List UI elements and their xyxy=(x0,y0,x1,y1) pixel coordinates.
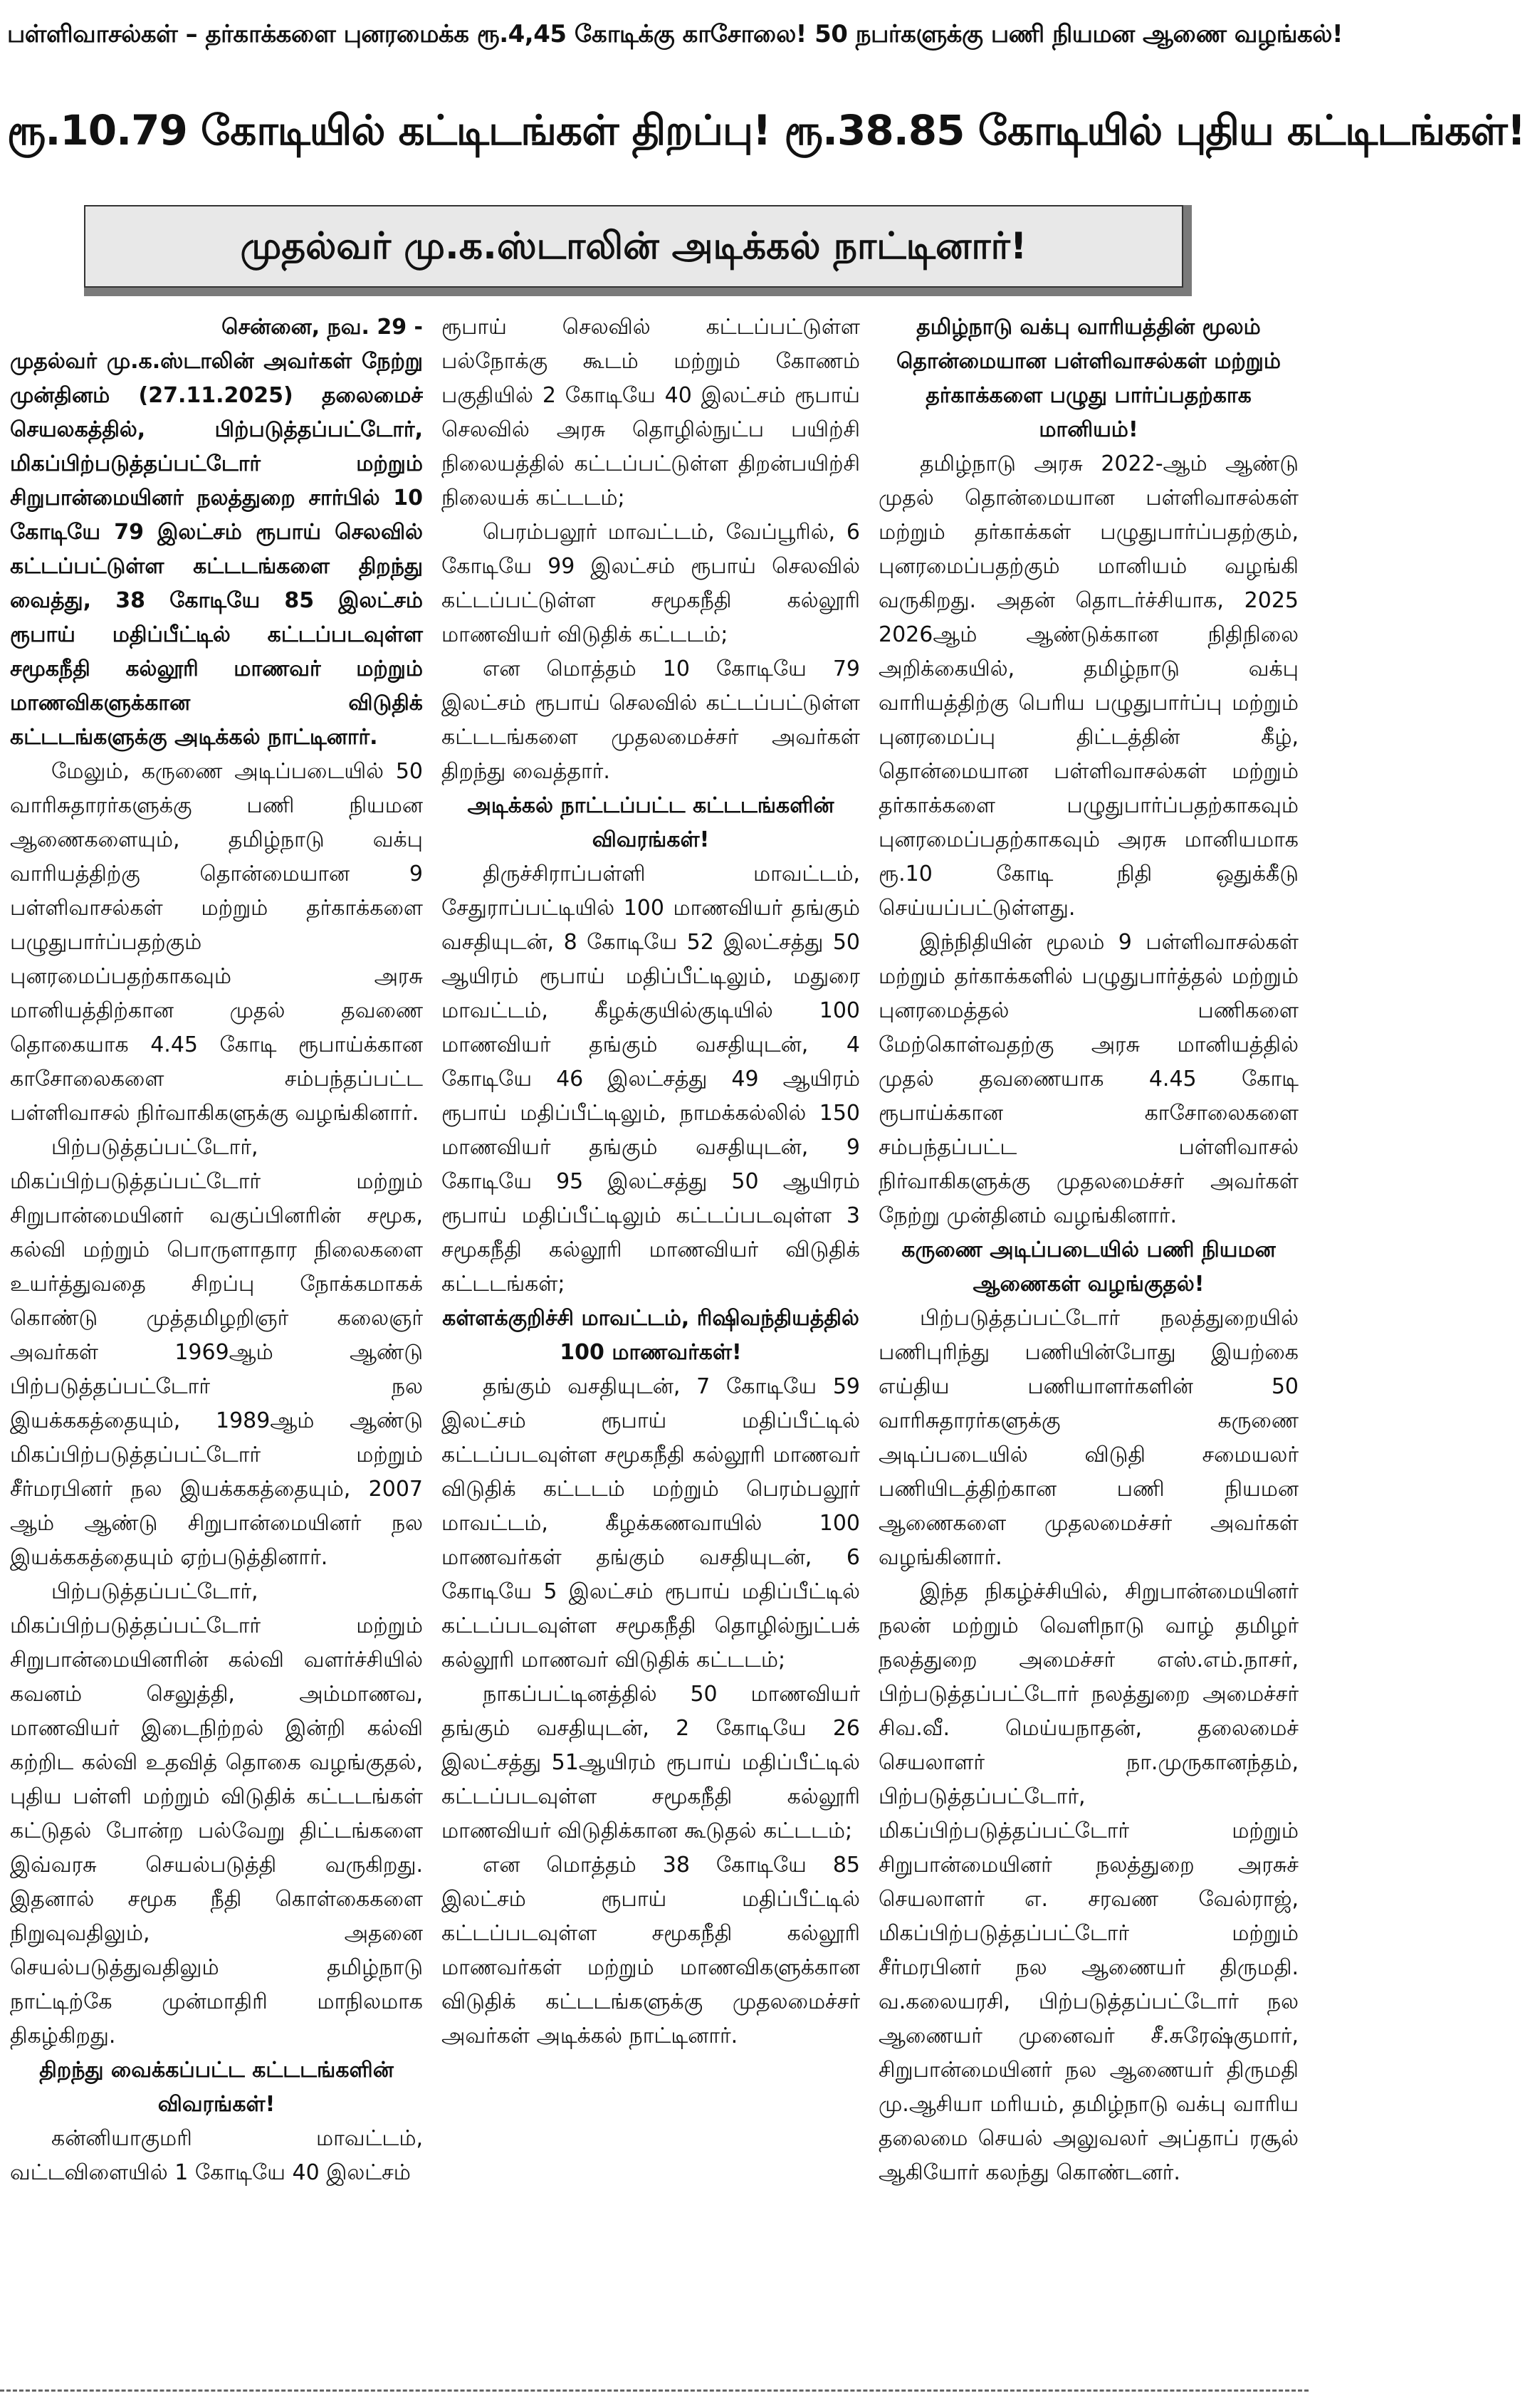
paragraph: திருச்சிராப்பள்ளி மாவட்டம், சேதுராப்பட்டியில் 100 மாணவியர் தங்கும் வசதியுடன், 8 கோடியே 52 இலட்சத்து 50 ஆயிரம் ரூபாய் மதிப்பீட்டிலும், மதுரை மாவட்டம், கீழக்குயில்குடியில் 100 மாணவியர் தங்கும் வசதியுடன், 4 கோடியே 46 இலட்சத்து 49 ஆயிரம் ரூபாய் மதிப்பீட்டிலும், நாமக்கல்லில் 150 மாணவியர் தங்கும் வசதியுடன், 9 கோடியே 95 இலட்சத்து 50 ஆயிரம் ரூபாய் மதிப்பீட்டிலும் கட்டப்படவுள்ள 3 சமூகநீதி கல்லூரி மாணவியர் விடுதிக் கட்டடங்கள்; xyxy=(441,862,860,1297)
main-headline: ரூ.10.79 கோடியில் கட்டிடங்கள் திறப்பு! ரூ.38.85 கோடியில் புதிய கட்டிடங்கள்! xyxy=(7,106,1525,155)
paragraph: பிற்படுத்தப்பட்டோர், மிகப்பிற்படுத்தப்பட்டோர் மற்றும் சிறுபான்மையினரின் கல்வி வளர்ச்சியில் கவனம் செலுத்தி, அம்மாணவ, மாணவியர் இடைநிற்றல் இன்றி கல்வி கற்றிட கல்வி உதவித் தொகை வழங்குதல், புதிய பள்ளி மற்றும் விடுதிக் கட்டடங்கள் கட்டுதல் போன்ற பல்வேறு திட்டங்களை இவ்வரசு செயல்படுத்தி வருகிறது. இதனால் சமூக நீதி கொள்கைகளை நிறுவுவதிலும், அதனை செயல்படுத்துவதிலும் தமிழ்நாடு நாட்டிற்கே முன்மாதிரி மாநிலமாக திகழ்கிறது. xyxy=(10,1579,423,2048)
section-heading: அடிக்கல் நாட்டப்பட்ட கட்டடங்களின் விவரங்கள்! xyxy=(467,793,834,852)
subheadline: முதல்வர் மு.க.ஸ்டாலின் அடிக்கல் நாட்டினார்! xyxy=(84,205,1183,288)
section-heading: தமிழ்நாடு வக்பு வாரியத்தின் மூலம் தொன்மையான பள்ளிவாசல்கள் மற்றும் தர்காக்களை பழுது பார்ப்பதற்காக மானியம்! xyxy=(896,315,1282,442)
section-heading: திறந்து வைக்கப்பட்ட கட்டடங்களின் விவரங்கள்! xyxy=(39,2058,394,2117)
paragraph: இந்நிதியின் மூலம் 9 பள்ளிவாசல்கள் மற்றும் தர்காக்களில் பழுதுபார்த்தல் மற்றும் புனரமைத்தல் பணிகளை மேற்கொள்வதற்கு அரசு மானியத்தில் முதல் தவணையாக 4.45 கோடி ரூபாய்க்கான காசோலைகளை சம்பந்தப்பட்ட பள்ளிவாசல் நிர்வாகிகளுக்கு முதலமைச்சர் அவர்கள் நேற்று முன்தினம் வழங்கினார். xyxy=(879,930,1299,1228)
subheadline-box xyxy=(84,205,1192,296)
dateline: சென்னை, நவ. 29 - xyxy=(221,315,423,340)
paragraph: இந்த நிகழ்ச்சியில், சிறுபான்மையினர் நலன் மற்றும் வெளிநாடு வாழ் தமிழர் நலத்துறை அமைச்சர் எஸ்.எம்.நாசர், பிற்படுத்தப்பட்டோர் நலத்துறை அமைச்சர் சிவ.வீ. மெய்யநாதன், தலைமைச் செயலாளர் நா.முருகானந்தம், பிற்படுத்தப்பட்டோர், மிகப்பிற்படுத்தப்பட்டோர் மற்றும் சிறுபான்மையினர் நலத்துறை அரசுச் செயலாளர் எ. சரவண வேல்ராஜ், மிகப்பிற்படுத்தப்பட்டோர் மற்றும் சீர்மரபினர் நல ஆணையர் திருமதி. வ.கலையரசி, பிற்படுத்தப்பட்டோர் நல ஆணையர் முனைவர் சீ.சுரேஷ்குமார், சிறுபான்மையினர் நல ஆணையர் திருமதி மு.ஆசியா மரியம், தமிழ்நாடு வக்பு வாரிய தலைமை செயல் அலுவலர் அப்தாப் ரசூல் ஆகியோர் கலந்து கொண்டனர். xyxy=(879,1579,1299,2185)
paragraph: என மொத்தம் 38 கோடியே 85 இலட்சம் ரூபாய் மதிப்பீட்டில் கட்டப்படவுள்ள சமூகநீதி கல்லூரி மாணவர்கள் மற்றும் மாணவிகளுக்கான விடுதிக் கட்டடங்களுக்கு முதலமைச்சர் அவர்கள் அடிக்கல் நாட்டினார். xyxy=(441,1853,860,2048)
kicker-line: பள்ளிவாசல்கள் – தர்காக்களை புனரமைக்க ரூ.4,45 கோடிக்கு காசோலை! 50 நபர்களுக்கு பணி நியமன ஆணை வழங்கல்! xyxy=(7,20,1343,48)
article-column-1 xyxy=(10,310,423,2368)
paragraph: மேலும், கருணை அடிப்படையில் 50 வாரிசுதாரர்களுக்கு பணி நியமன ஆணைகளையும், தமிழ்நாடு வக்பு வாரியத்திற்கு தொன்மையான 9 பள்ளிவாசல்கள் மற்றும் தர்காக்களை பழுதுபார்ப்பதற்கும் புனரமைப்பதற்காகவும் அரசு மானியத்திற்கான முதல் தவணை தொகையாக 4.45 கோடி ரூபாய்க்கான காசோலைகளை சம்பந்தப்பட்ட பள்ளிவாசல் நிர்வாகிகளுக்கு வழங்கினார். xyxy=(10,759,423,1126)
paragraph: பிற்படுத்தப்பட்டோர், மிகப்பிற்படுத்தப்பட்டோர் மற்றும் சிறுபான்மையினர் வகுப்பினரின் சமூக, கல்வி மற்றும் பொருளாதார நிலைகளை உயர்த்துவதை சிறப்பு நோக்கமாகக் கொண்டு முத்தமிழறிஞர் கலைஞர் அவர்கள் 1969ஆம் ஆண்டு பிற்படுத்தப்பட்டோர் நல இயக்ககத்தையும், 1989ஆம் ஆண்டு மிகப்பிற்படுத்தப்பட்டோர் மற்றும் சீர்மரபினர் நல இயக்ககத்தையும், 2007 ஆம் ஆண்டு சிறுபான்மையினர் நல இயக்ககத்தையும் ஏற்படுத்தினார். xyxy=(10,1135,423,1570)
paragraph: பெரம்பலூர் மாவட்டம், வேப்பூரில், 6 கோடியே 99 இலட்சம் ரூபாய் செலவில் கட்டப்பட்டுள்ள சமூகநீதி கல்லூரி மாணவியர் விடுதிக் கட்டடம்; xyxy=(441,520,860,647)
paragraph: நாகப்பட்டினத்தில் 50 மாணவியர் தங்கும் வசதியுடன், 2 கோடியே 26 இலட்சத்து 51ஆயிரம் ரூபாய் மதிப்பீட்டில் கட்டப்படவுள்ள சமூகநீதி கல்லூரி மாணவியர் விடுதிக்கான கூடுதல் கட்டடம்; xyxy=(441,1682,860,1843)
article-column-2 xyxy=(441,310,860,2368)
section-heading: கள்ளக்குறிச்சி மாவட்டம், ரிஷிவந்தியத்தில் 100 மாணவர்கள்! xyxy=(442,1306,859,1365)
paragraph: ரூபாய் செலவில் கட்டப்பட்டுள்ள பல்நோக்கு கூடம் மற்றும் கோணம் பகுதியில் 2 கோடியே 40 இலட்சம் ரூபாய் செலவில் அரசு தொழில்நுட்ப பயிற்சி நிலையத்தில் கட்டப்பட்டுள்ள திறன்பயிற்சி நிலையக் கட்டடம்; xyxy=(441,315,860,511)
article-column-3 xyxy=(879,310,1299,2368)
paragraph: தமிழ்நாடு அரசு 2022-ஆம் ஆண்டு முதல் தொன்மையான பள்ளிவாசல்கள் மற்றும் தர்காக்கள் பழுதுபார்ப்பதற்கும், புனரமைப்பதற்கும் மானியம் வழங்கி வருகிறது. அதன் தொடர்ச்சியாக, 2025 2026ஆம் ஆண்டுக்கான நிதிநிலை அறிக்கையில், தமிழ்நாடு வக்பு வாரியத்திற்கு பெரிய பழுதுபார்ப்பு மற்றும் புனரமைப்பு திட்டத்தின் கீழ், தொன்மையான பள்ளிவாசல்கள் மற்றும் தர்காக்களை பழுதுபார்ப்பதற்காகவும் புனரமைப்பதற்காகவும் அரசு மானியமாக ரூ.10 கோடி நிதி ஒதுக்கீடு செய்யப்பட்டுள்ளது. xyxy=(879,451,1299,921)
section-heading: கருணை அடிப்படையில் பணி நியமன ஆணைகள் வழங்குதல்! xyxy=(901,1237,1276,1297)
bottom-divider xyxy=(0,2389,1309,2392)
paragraph: பிற்படுத்தப்பட்டோர் நலத்துறையில் பணிபுரிந்து பணியின்போது இயற்கை எய்திய பணியாளர்களின் 50 வாரிசுதாரர்களுக்கு கருணை அடிப்படையில் விடுதி சமையலர் பணியிடத்திற்கான பணி நியமன ஆணைகளை முதலமைச்சர் அவர்கள் வழங்கினார். xyxy=(879,1306,1299,1570)
paragraph: என மொத்தம் 10 கோடியே 79 இலட்சம் ரூபாய் செலவில் கட்டப்பட்டுள்ள கட்டடங்களை முதலமைச்சர் அவர்கள் திறந்து வைத்தார். xyxy=(441,656,860,784)
lead-paragraph: முதல்வர் மு.க.ஸ்டாலின் அவர்கள் நேற்று முன்தினம் (27.11.2025) தலைமைச் செயலகத்தில், பிற்படுத்தப்பட்டோர், மிகப்பிற்படுத்தப்பட்டோர் மற்றும் சிறுபான்மையினர் நலத்துறை சார்பில் 10 கோடியே 79 இலட்சம் ரூபாய் செலவில் கட்டப்பட்டுள்ள கட்டடங்களை திறந்து வைத்து, 38 கோடியே 85 இலட்சம் ரூபாய் மதிப்பீட்டில் கட்டப்படவுள்ள சமூகநீதி கல்லூரி மாணவர் மற்றும் மாணவிகளுக்கான விடுதிக் கட்டடங்களுக்கு அடிக்கல் நாட்டினார். xyxy=(10,349,423,750)
paragraph: தங்கும் வசதியுடன், 7 கோடியே 59 இலட்சம் ரூபாய் மதிப்பீட்டில் கட்டப்படவுள்ள சமூகநீதி கல்லூரி மாணவர் விடுதிக் கட்டடம் மற்றும் பெரம்பலூர் மாவட்டம், கீழக்கணவாயில் 100 மாணவர்கள் தங்கும் வசதியுடன், 6 கோடியே 5 இலட்சம் ரூபாய் மதிப்பீட்டில் கட்டப்படவுள்ள சமூகநீதி தொழில்நுட்பக் கல்லூரி மாணவர் விடுதிக் கட்டடம்; xyxy=(441,1374,860,1672)
paragraph: கன்னியாகுமரி மாவட்டம், வட்டவிளையில் 1 கோடியே 40 இலட்சம் xyxy=(10,2126,423,2185)
